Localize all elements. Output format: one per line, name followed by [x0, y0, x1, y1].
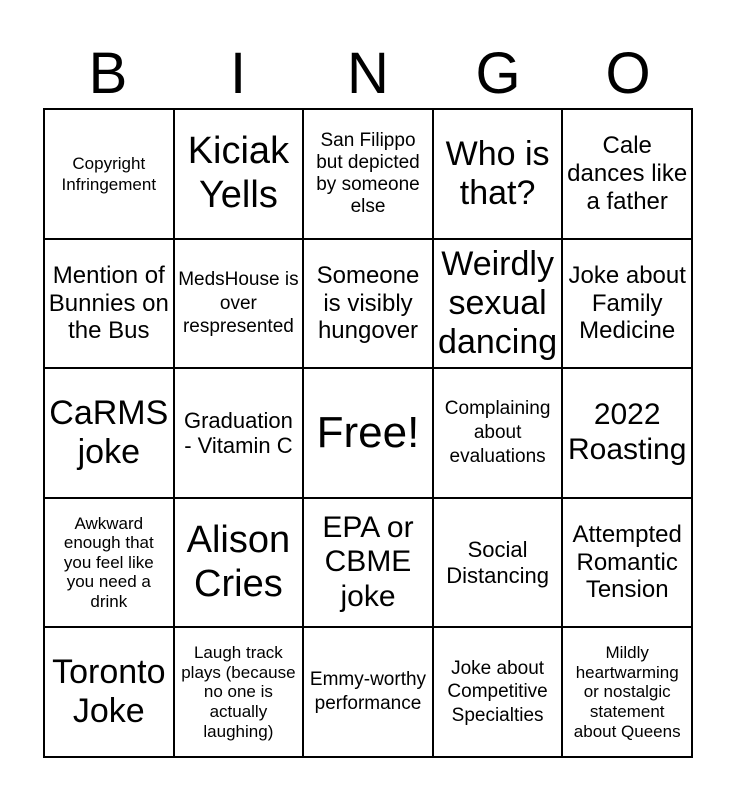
bingo-cell[interactable]	[433, 368, 563, 498]
bingo-cell[interactable]	[562, 627, 692, 757]
cell-label: Social Distancing	[446, 537, 549, 588]
bingo-cell[interactable]	[433, 627, 563, 757]
header-letter-g: G	[475, 41, 521, 106]
bingo-cell[interactable]	[433, 109, 563, 239]
bingo-cell[interactable]	[303, 109, 433, 239]
cell-label: EPA or CBME joke	[322, 510, 414, 613]
header-letter-n: N	[347, 41, 389, 106]
cell-label: Mention of Bunnies on the Bus	[48, 262, 169, 345]
bingo-cell[interactable]	[303, 239, 433, 369]
bingo-cell[interactable]	[303, 498, 433, 628]
bingo-cell[interactable]	[44, 109, 174, 239]
bingo-header	[43, 40, 693, 108]
bingo-cell[interactable]	[174, 368, 304, 498]
cell-label: Weirdly sexual dancing	[438, 244, 558, 361]
bingo-cell[interactable]	[433, 498, 563, 628]
header-letter-i: I	[229, 41, 247, 106]
bingo-cell[interactable]	[562, 109, 692, 239]
cell-label: San Filippo but depicted by someone else	[316, 130, 420, 217]
cell-label: MedsHouse is over respresented	[178, 268, 299, 338]
bingo-cell[interactable]	[303, 627, 433, 757]
cell-label: Cale dances like a father	[567, 132, 688, 215]
cell-label: Attempted Romantic Tension	[572, 521, 682, 604]
header-letter-b: B	[88, 41, 128, 106]
cell-label: Joke about Competitive Specialties	[447, 657, 548, 727]
bingo-cell[interactable]	[174, 498, 304, 628]
cell-label: Kiciak Yells	[187, 130, 290, 216]
bingo-board	[43, 108, 693, 758]
bingo-cell[interactable]	[562, 368, 692, 498]
free-space-cell[interactable]	[303, 368, 433, 498]
bingo-cell[interactable]	[562, 239, 692, 369]
cell-label: Copyright Infringement	[61, 153, 157, 194]
bingo-cell[interactable]	[44, 627, 174, 757]
cell-label: Complaining about evaluations	[444, 398, 551, 467]
cell-label: Laugh track plays (because no one is actually laughing)	[181, 643, 296, 741]
cell-label: Graduation - Vitamin C	[183, 407, 293, 458]
cell-label: Who is that?	[445, 134, 550, 212]
header-letter-o: O	[605, 41, 651, 106]
bingo-cell[interactable]	[44, 498, 174, 628]
cell-label: Mildly heartwarming or nostalgic statement about Queens	[573, 643, 681, 741]
cell-label: Joke about Family Medicine	[568, 262, 686, 345]
cell-label: Alison Cries	[186, 518, 291, 605]
cell-label: Emmy-worthy performance	[309, 669, 427, 715]
bingo-cell[interactable]	[174, 109, 304, 239]
cell-label: CaRMS joke	[49, 393, 169, 471]
cell-label: 2022 Roasting	[567, 398, 687, 466]
cell-label: Awkward enough that you feel like you need a drink	[63, 513, 154, 611]
bingo-cell[interactable]	[174, 627, 304, 757]
bingo-cell[interactable]	[44, 239, 174, 369]
bingo-cell[interactable]	[44, 368, 174, 498]
bingo-cell[interactable]	[433, 239, 563, 369]
bingo-cell[interactable]	[174, 239, 304, 369]
bingo-cell[interactable]	[562, 498, 692, 628]
free-space-label: Free!	[316, 408, 420, 458]
cell-label: Toronto Joke	[52, 653, 166, 731]
cell-label: Someone is visibly hungover	[316, 262, 420, 345]
